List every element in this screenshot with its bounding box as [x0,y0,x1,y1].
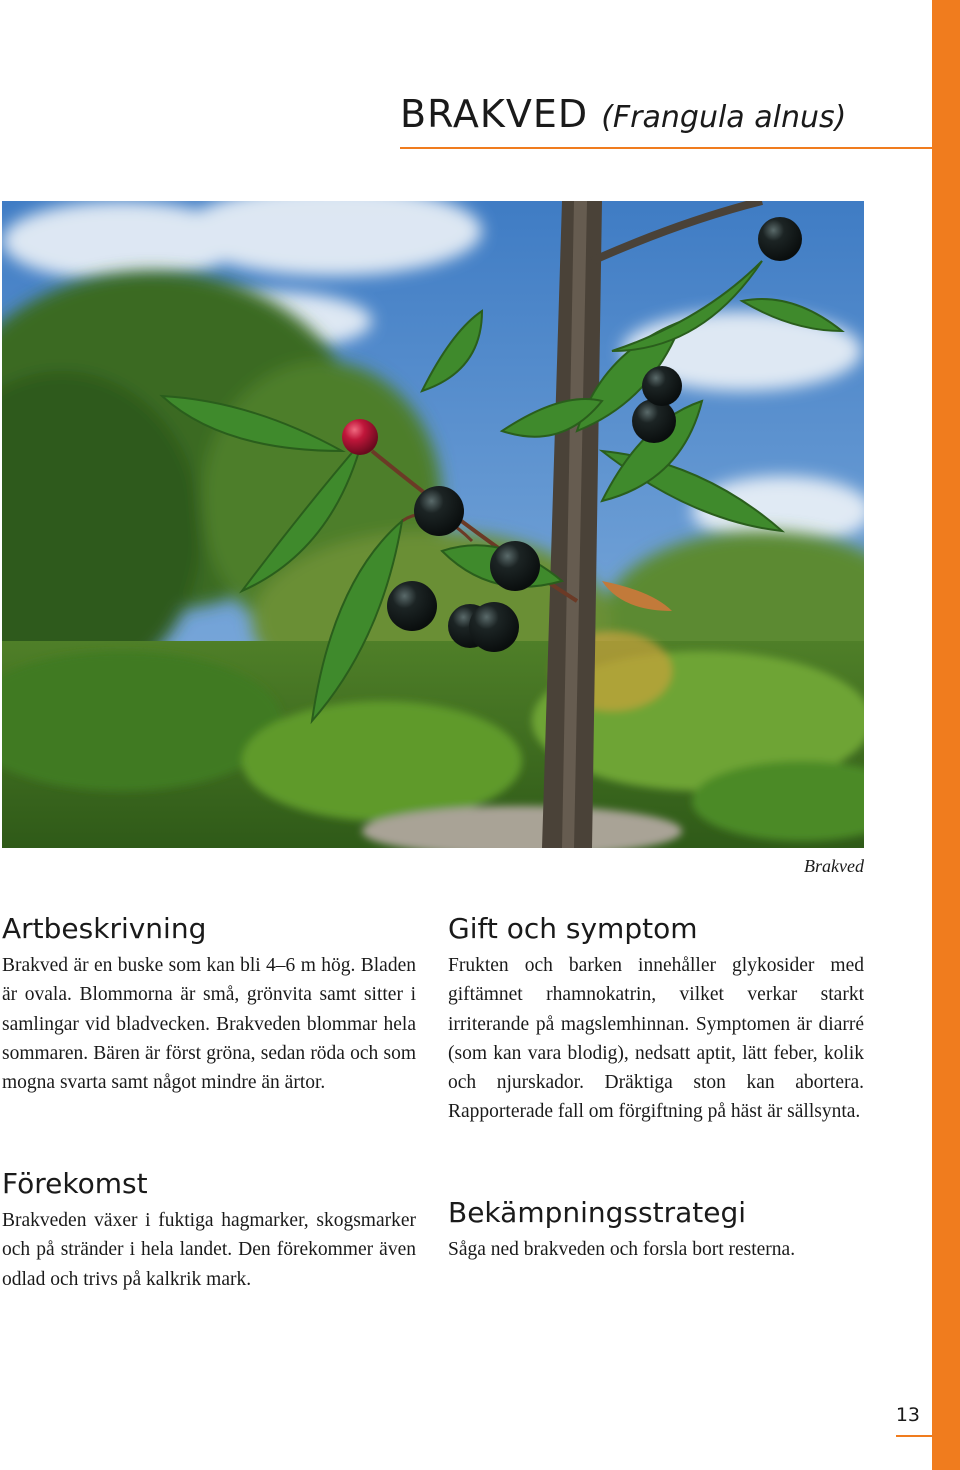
heading-forekomst: Förekomst [2,1167,148,1200]
title-latin-name: (Frangula alnus) [601,100,847,135]
section-bekampningsstrategi [448,1195,864,1264]
heading-artbeskrivning: Artbeskrivning [2,912,207,945]
accent-side-bar [932,0,960,1470]
heading-bekampningsstrategi: Bekämpningsstrategi [448,1196,746,1229]
section-artbeskrivning [2,911,416,1097]
heading-gift-och-symptom: Gift och symptom [448,912,698,945]
photo-caption: Brakved [804,856,864,876]
section-gift-och-symptom [448,911,864,1127]
title-underline [400,147,932,149]
title-name: BRAKVED [400,92,589,136]
brakved-photo [2,201,864,848]
text-gift-och-symptom: Frukten och barken innehåller glykosider med giftämnet rhamnokatrin, vilket verkar starkt irriterande på magslemhinnan. Symptomen är diarré (som kan vara blodig), nedsatt aptit, lätt feber, kolik och njurskador. Dräktiga ston kan abortera. Rapporterade fall om förgiftning på häst är sällsynta. [448,955,864,1123]
page-number: 13 [895,1404,920,1426]
text-artbeskrivning: Brakved är en buske som kan bli 4–6 m hög. Bladen är ovala. Blommorna är små, grönvita samt sitter i samlingar vid bladvecken. Brakveden blommar hela sommaren. Bären är först gröna, sedan röda och som mogna svarta samt något mindre än ärtor. [2,955,416,1094]
page-title [400,92,846,136]
section-forekomst [2,1166,416,1294]
page-number-underline [896,1435,932,1437]
text-forekomst: Brakveden växer i fuktiga hagmarker, skogsmarker och på stränder i hela landet. Den förekommer även odlad och trivs på kalkrik mark. [2,1210,416,1290]
text-bekampningsstrategi: Såga ned brakveden och forsla bort resterna. [448,1239,796,1260]
